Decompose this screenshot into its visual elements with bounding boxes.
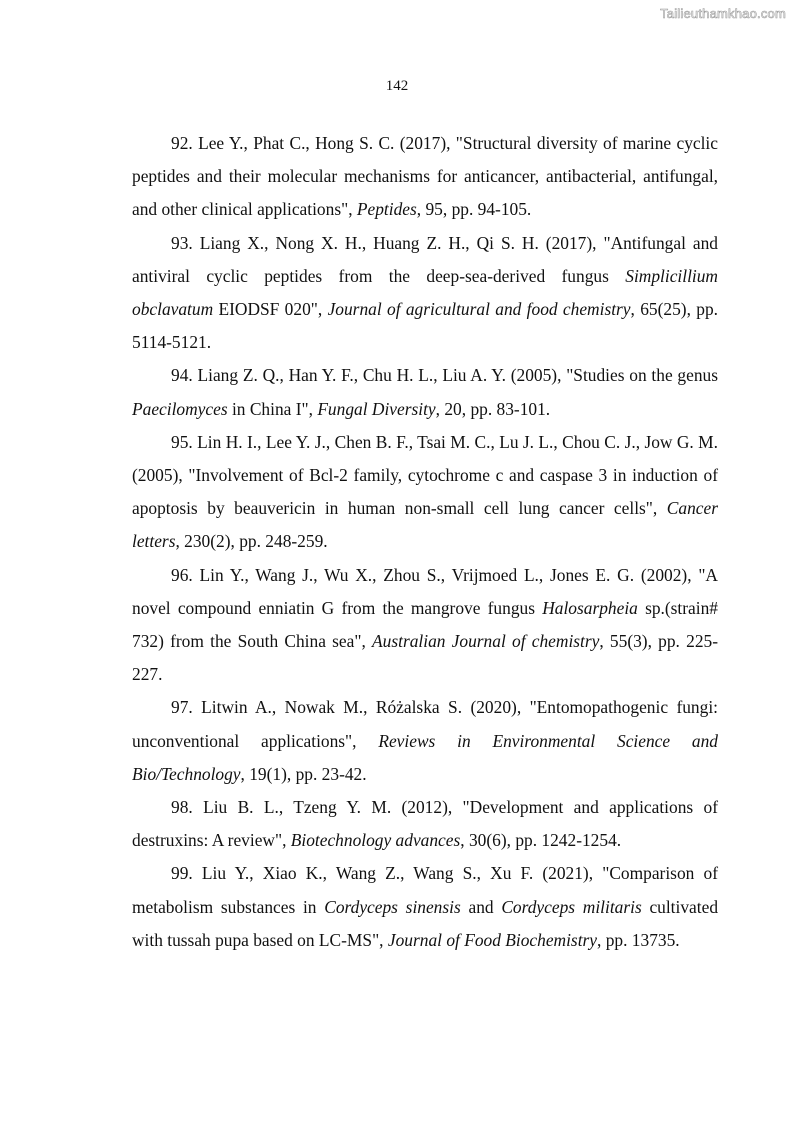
watermark-text: Tailieuthamkhao.com bbox=[660, 6, 786, 21]
reference-text: Liang X., Nong X. H., Huang Z. H., Qi S. H. (2017), "Antifungal and antiviral cyclic peptides from the deep-sea-derived fungus bbox=[132, 232, 718, 286]
journal-title: Australian Journal of chemistry bbox=[372, 631, 600, 652]
reference-item-95 bbox=[132, 426, 718, 559]
reference-item-94 bbox=[132, 359, 718, 425]
reference-item-98 bbox=[132, 791, 718, 857]
species-name: Cordyceps sinensis bbox=[324, 896, 461, 917]
reference-text-continued: in China I", bbox=[227, 398, 318, 419]
reference-number: 94. bbox=[171, 365, 193, 386]
reference-citation: , 20, pp. 83-101. bbox=[435, 398, 551, 419]
reference-citation: , 95, pp. 94-105. bbox=[416, 199, 532, 220]
reference-number: 92. bbox=[171, 133, 193, 153]
reference-text-continued: sp.(strain# 732) from the South China sea", bbox=[132, 597, 718, 652]
reference-item-99 bbox=[132, 857, 718, 957]
species-name: Paecilomyces bbox=[132, 398, 228, 419]
reference-list bbox=[132, 127, 718, 957]
reference-number: 96. bbox=[171, 564, 193, 585]
reference-citation: , pp. 13735. bbox=[597, 929, 680, 950]
reference-item-93 bbox=[132, 227, 718, 360]
reference-text: Lin Y., Wang J., Wu X., Zhou S., Vrijmoed L., Jones E. G. (2002), "A novel compound enniatin G from the mangrove fungus bbox=[132, 564, 718, 618]
journal-title: Cancer letters bbox=[132, 498, 718, 552]
reference-text: Litwin A., Nowak M., Różalska S. (2020), "Entomopathogenic fungi: unconventional applications", bbox=[132, 697, 718, 751]
reference-item-92 bbox=[132, 127, 718, 227]
journal-title: Journal of agricultural and food chemistry bbox=[327, 299, 631, 320]
reference-citation: , 65(25), pp. 5114-5121. bbox=[132, 299, 718, 353]
reference-number: 97. bbox=[171, 697, 193, 718]
reference-citation: , 30(6), pp. 1242-1254. bbox=[460, 830, 622, 851]
reference-item-97 bbox=[132, 691, 718, 791]
reference-text-continued: cultivated with tussah pupa based on LC-MS", bbox=[132, 896, 719, 950]
reference-text: Lin H. I., Lee Y. J., Chen B. F., Tsai M. C., Lu J. L., Chou C. J., Jow G. M. (2005), "Involvement of Bcl-2 family, cytochrome c and caspase 3 in induction of apoptosis by beauvericin in human non-small cell lung cancer cells", bbox=[132, 431, 718, 519]
reference-citation: , 230(2), pp. 248-259. bbox=[175, 531, 328, 552]
species-name: Simplicillium obclavatum bbox=[132, 265, 718, 320]
reference-text-connector: and bbox=[460, 896, 502, 917]
reference-number: 95. bbox=[171, 431, 193, 452]
journal-title: Journal of Food Biochemistry bbox=[387, 929, 598, 950]
reference-citation: , 55(3), pp. 225-227. bbox=[132, 631, 718, 685]
reference-text-continued: EIODSF 020", bbox=[213, 299, 328, 320]
page-number: 142 bbox=[385, 78, 409, 94]
species-name-second: Cordyceps militaris bbox=[501, 896, 642, 917]
journal-title: Reviews in Environmental Science and Bio/Technology bbox=[132, 730, 718, 784]
reference-citation: , 19(1), pp. 23-42. bbox=[240, 763, 367, 784]
reference-text: Liu B. L., Tzeng Y. M. (2012), "Development and applications of destruxins: A review", bbox=[132, 797, 718, 851]
reference-text: Liang Z. Q., Han Y. F., Chu H. L., Liu A. Y. (2005), "Studies on the genus bbox=[192, 365, 718, 386]
journal-title: Peptides bbox=[356, 199, 417, 220]
reference-number: 93. bbox=[171, 232, 193, 253]
journal-title: Fungal Diversity bbox=[317, 398, 436, 419]
reference-text: Liu Y., Xiao K., Wang Z., Wang S., Xu F. (2021), "Comparison of metabolism substances in bbox=[132, 863, 718, 917]
reference-text: Lee Y., Phat C., Hong S. C. (2017), "Structural diversity of marine cyclic peptides and their molecular mechanisms for anticancer, antibacterial, antifungal, and other clinical applications", bbox=[132, 133, 718, 220]
journal-title: Biotechnology advances bbox=[290, 830, 461, 851]
species-name: Halosarpheia bbox=[542, 597, 638, 618]
reference-number: 99. bbox=[171, 863, 193, 884]
reference-number: 98. bbox=[171, 797, 193, 818]
reference-item-96 bbox=[132, 559, 718, 692]
